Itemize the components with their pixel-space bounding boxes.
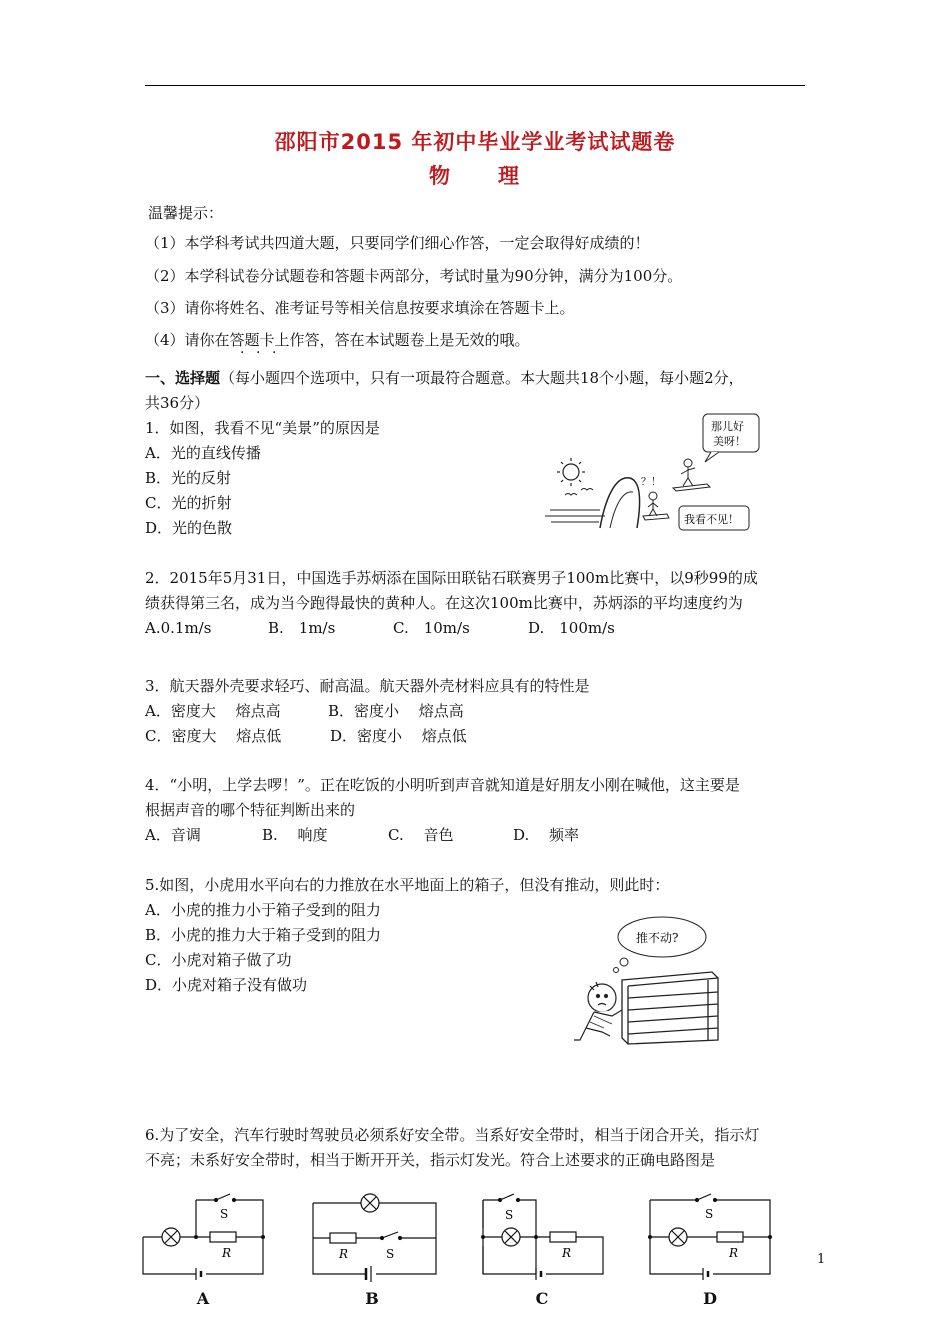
circuit-label-c: C	[535, 1289, 549, 1308]
switch-icon	[382, 1232, 398, 1238]
q6-stem: 6.为了安全，汽车行驶时驾驶员必须系好安全带。当系好安全带时，相当于闭合开关，指示灯	[145, 1126, 760, 1144]
switch-label: S	[386, 1247, 395, 1261]
q2-option-d: D. 100m/s	[528, 619, 615, 637]
tip-item: （1）本学科考试共四道大题，只要同学们细心作答，一定会取得好成绩的！	[145, 234, 650, 252]
q4-stem-2: 根据声音的哪个特征判断出来的	[145, 801, 356, 819]
resistor-label: R	[562, 1246, 572, 1260]
q4-option-d: D. 频率	[513, 826, 580, 844]
person-below	[643, 492, 669, 520]
q5-option-d: D．小虎对箱子没有做功	[145, 976, 308, 994]
circuit-label-d: D	[703, 1289, 717, 1308]
q3-stem: 3．航天器外壳要求轻巧、耐高温。航天器外壳材料应具有的特性是	[145, 677, 590, 695]
emphasis-dot: ·	[256, 345, 261, 361]
switch-icon	[697, 1194, 711, 1200]
resistor-icon	[210, 1232, 236, 1242]
q5-option-c: C．小虎对箱子做了功	[145, 951, 292, 969]
boy-pushing	[574, 982, 622, 1040]
exam-title: 邵阳市2015 年初中毕业学业考试试题卷	[274, 130, 676, 154]
tip-item: （2）本学科试卷分试题卷和答题卡两部分，考试时量为90分钟，满分为100分。	[145, 267, 683, 285]
q5-stem: 5.如图，小虎用水平向右的力推放在水平地面上的箱子，但没有推动，则此时：	[145, 876, 670, 894]
sun-icon	[557, 458, 585, 486]
q2-option-a: A.0.1m/s	[145, 619, 212, 637]
resistor-icon	[717, 1232, 743, 1242]
q1-option-d: D．光的色散	[145, 519, 233, 537]
q1-option-c: C．光的折射	[145, 494, 232, 512]
circuit-label-b: B	[365, 1289, 379, 1308]
resistor-label: R	[729, 1246, 739, 1260]
q1-marks: ？！	[641, 477, 661, 488]
q5-illustration	[572, 912, 742, 1047]
subject-title: 物 理	[429, 164, 521, 188]
switch-label: S	[220, 1207, 229, 1221]
section-heading-line	[145, 368, 744, 388]
bubble-top-line: 美呀！	[713, 435, 746, 448]
circuit-diagram-c	[478, 1192, 613, 1287]
thought-text: 推不动?	[636, 931, 679, 945]
person-on-cliff	[673, 459, 710, 491]
box	[622, 972, 718, 1044]
circuit-diagram-d	[645, 1192, 780, 1287]
resistor-label: R	[339, 1247, 349, 1261]
water-lines	[545, 510, 605, 522]
section-desc-2: 共36分）	[145, 394, 210, 412]
q5-option-b: B．小虎的推力大于箱子受到的阻力	[145, 926, 382, 944]
tip-item: （4）请你在答题卡上作答，答在本试题卷上是无效的哦。	[145, 331, 530, 349]
emphasis-dot: ·	[272, 345, 277, 361]
q1-option-b: B．光的反射	[145, 469, 232, 487]
q4-option-b: B. 响度	[262, 826, 328, 844]
q4-option-a: A．音调	[145, 826, 201, 844]
q3-option-d: D．密度小 熔点低	[330, 727, 467, 745]
emphasis-dot: ·	[240, 345, 245, 361]
circuit-diagram-a	[138, 1192, 273, 1287]
q3-option-c: C．密度大 熔点低	[145, 727, 282, 745]
q2-option-b: B. 1m/s	[268, 619, 336, 637]
page-number: 1	[817, 1252, 826, 1267]
circuit-diagram-b	[308, 1188, 443, 1288]
q1-option-a: A．光的直线传播	[145, 444, 261, 462]
switch-label: S	[705, 1207, 714, 1221]
switch-icon	[216, 1194, 230, 1200]
bubble-bottom-text: 我看不见！	[684, 513, 739, 526]
section-desc: （每小题四个选项中，只有一项最符合题意。本大题共18个小题，每小题2分，	[220, 369, 744, 387]
mountain	[600, 478, 640, 528]
q1-illustration	[545, 410, 765, 540]
circuit-label-a: A	[196, 1289, 210, 1308]
tip-item: （3）请你将姓名、准考证号等相关信息按要求填涂在答题卡上。	[145, 299, 575, 317]
q4-stem: 4．“小明，上学去啰！”。正在吃饭的小明听到声音就知道是好朋友小刚在喊他，这主要是	[145, 776, 740, 794]
switch-icon	[500, 1194, 514, 1200]
q2-option-c: C. 10m/s	[393, 619, 470, 637]
q2-stem-2: 绩获得第三名，成为当今跑得最快的黄种人。在这次100m比赛中，苏炳添的平均速度约为	[145, 594, 743, 612]
switch-label: S	[505, 1208, 514, 1222]
q6-stem-2: 不亮；未系好安全带时，相当于断开开关，指示灯发光。符合上述要求的正确电路图是	[145, 1151, 716, 1169]
birds-icon	[565, 489, 593, 496]
tips-heading: 温馨提示：	[148, 204, 224, 222]
q4-option-c: C. 音色	[388, 826, 454, 844]
q3-option-b: B．密度小 熔点高	[328, 702, 464, 720]
header-rule	[145, 85, 805, 86]
q1-stem: 1．如图，我看不见“美景”的原因是	[145, 419, 380, 437]
q2-stem: 2．2015年5月31日，中国选手苏炳添在国际田联钻石联赛男子100m比赛中，以9秒99的成	[145, 569, 758, 587]
q5-option-a: A．小虎的推力小于箱子受到的阻力	[145, 901, 381, 919]
resistor-icon	[550, 1232, 576, 1242]
q3-option-a: A．密度大 熔点高	[145, 702, 281, 720]
bubble-top-line: 那儿好	[711, 420, 744, 433]
section-heading: 一、选择题	[145, 369, 221, 387]
resistor-label: R	[222, 1246, 232, 1260]
resistor-icon	[330, 1233, 356, 1243]
